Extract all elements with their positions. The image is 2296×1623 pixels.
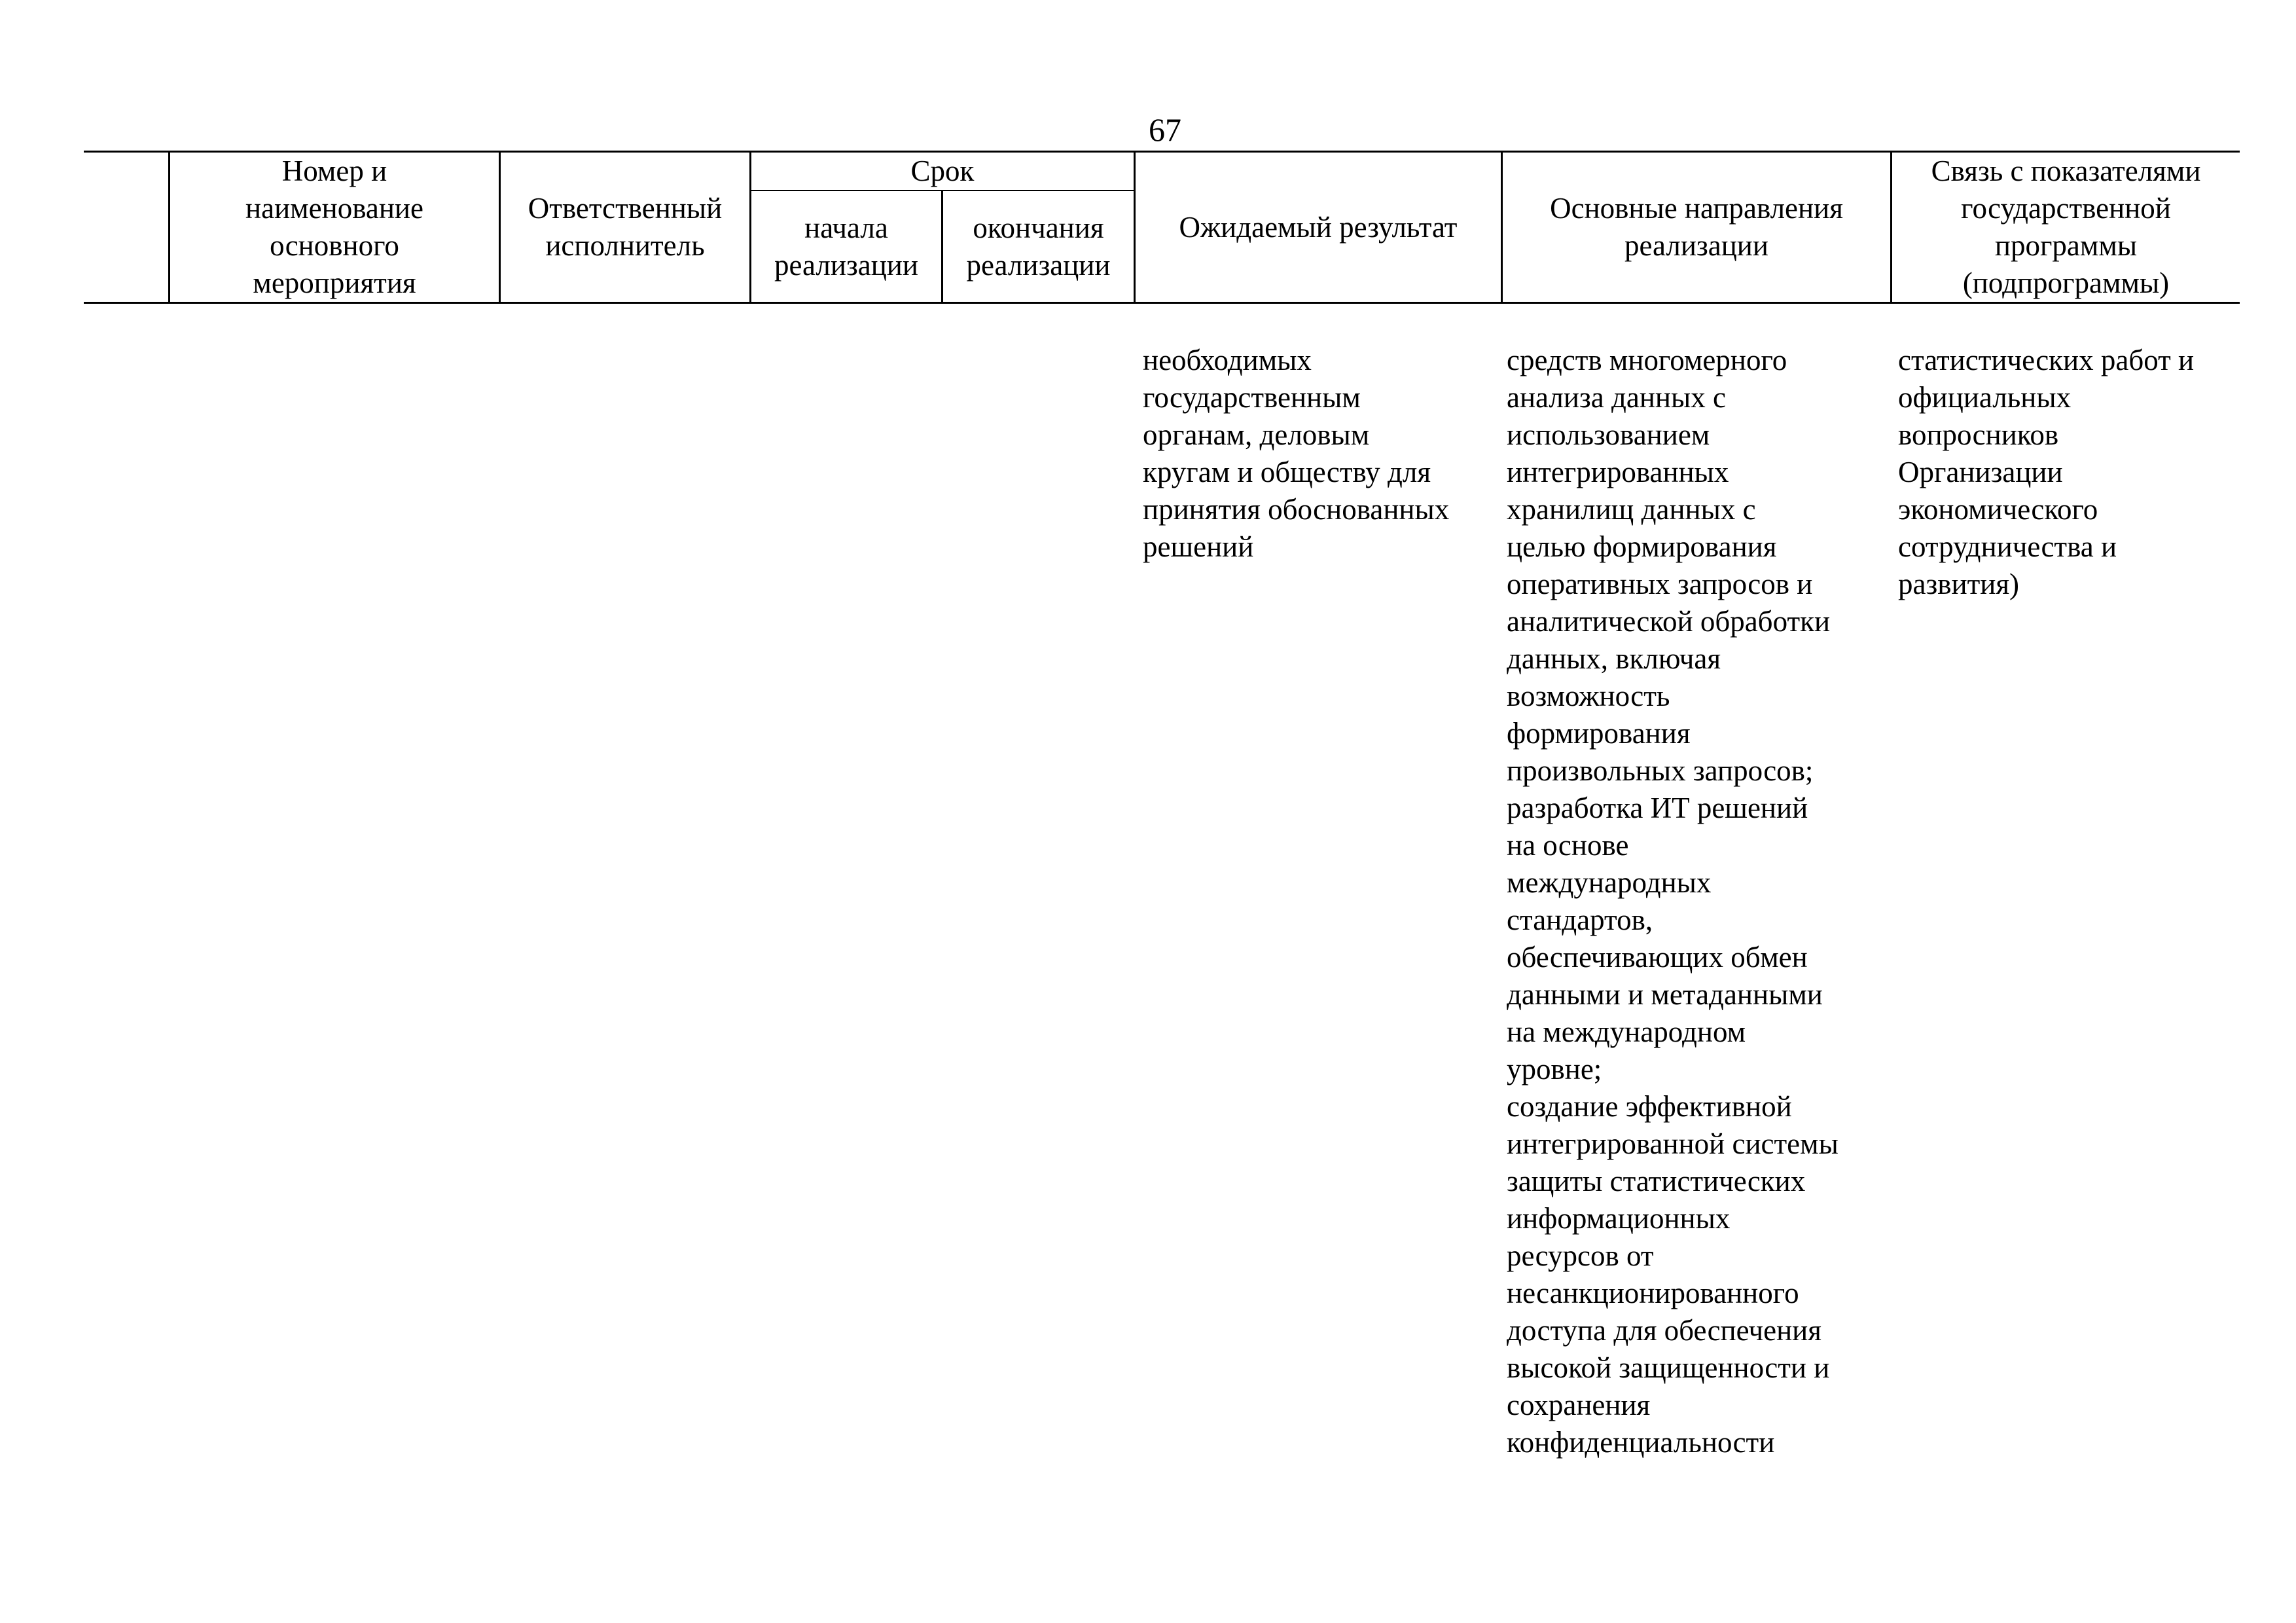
header-expected-result-text: Ожидаемый результат: [1179, 210, 1458, 244]
header-term-start: [751, 191, 941, 302]
header-expected-result: [1136, 153, 1501, 302]
header-responsible: [501, 153, 749, 302]
header-number-name: [170, 153, 499, 302]
header-main-directions: [1503, 153, 1890, 302]
header-term-group-text: Срок: [910, 155, 975, 187]
table-header-bottom-border: [84, 302, 2240, 304]
cell-main-directions: средств многомерного анализа данных с использованием интегрированных хранилищ данных с целью формирования оперативных запросов и аналитической обработки данных, включая возможность формирования произвольных запросов; разработка ИТ решений на основе международных стандартов, обеспечивающих обмен данными и метаданными на международном уровне; создание эффективной интегрированной системы защиты статистических информационных ресурсов от несанкционированного доступа для обеспечения высокой защищенности и сохранения конфиденциальности: [1507, 344, 1839, 1459]
header-link-indicators: [1892, 153, 2240, 302]
header-term-end-text: окончания реализации: [966, 211, 1111, 282]
header-term-group: [751, 153, 1134, 190]
page-number: 67: [1149, 111, 1181, 148]
header-responsible-text: Ответственный исполнитель: [528, 192, 723, 262]
cell-link-indicators: статистических работ и официальных вопросников Организации экономического сотрудничества и развития): [1898, 344, 2195, 600]
header-term-end: [943, 191, 1134, 302]
cell-expected-result: необходимых государственным органам, деловым кругам и обществу для принятия обоснованных решений: [1143, 344, 1450, 563]
header-link-indicators-text: Связь с показателями государственной программы (подпрограммы): [1931, 155, 2201, 299]
header-main-directions-text: Основные направления реализации: [1550, 192, 1843, 262]
header-number-name-text: Номер и наименование основного мероприятия: [245, 155, 423, 299]
header-term-start-text: начала реализации: [774, 211, 918, 282]
